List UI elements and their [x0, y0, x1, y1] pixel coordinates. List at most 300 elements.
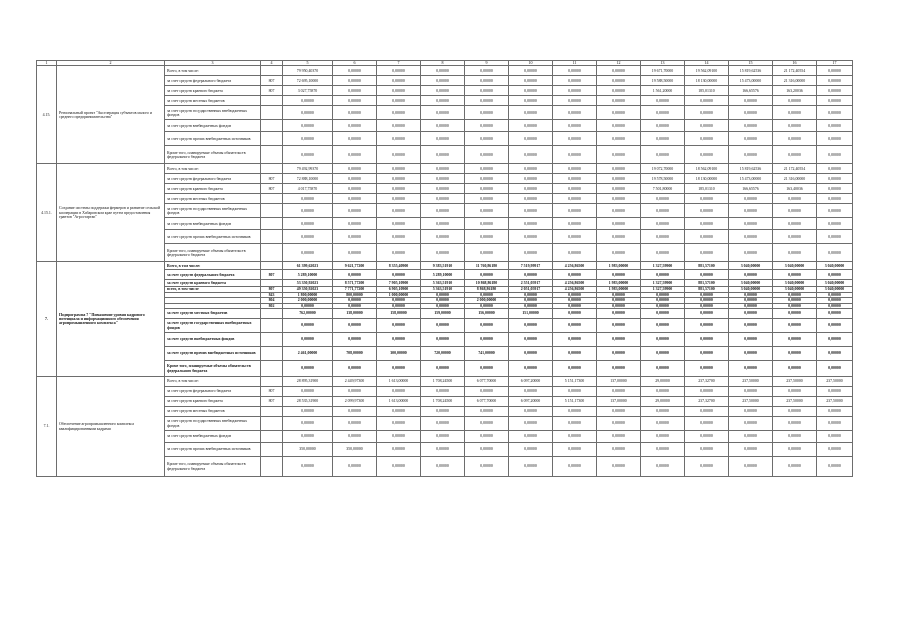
value-cell: 0,00000 [377, 303, 421, 308]
value-cell: 2 000,00000 [283, 298, 333, 303]
value-cell: 0,00000 [641, 204, 685, 218]
row-label: за счет средств краевого бюджета [165, 184, 261, 194]
value-cell: 0,00000 [283, 417, 333, 431]
value-cell: 0,00000 [685, 270, 729, 280]
row-label: Всего, в том числе: [165, 262, 261, 270]
value-cell: 0,00000 [553, 86, 597, 96]
value-cell: 0,00000 [553, 120, 597, 132]
value-cell: 0,00000 [641, 443, 685, 457]
value-cell: 0,00000 [685, 244, 729, 262]
value-cell: 0,00000 [685, 347, 729, 361]
value-cell: 15 819,62536 [729, 66, 773, 76]
value-cell: 0,00000 [685, 443, 729, 457]
value-cell: 0,00000 [729, 387, 773, 397]
value-cell: 0,00000 [553, 309, 597, 319]
value-cell: 0,00000 [729, 146, 773, 164]
value-cell: 0,00000 [377, 164, 421, 174]
value-cell: 708,00000 [333, 347, 377, 361]
value-cell: 0,00000 [729, 309, 773, 319]
value-cell: 0,00000 [597, 457, 641, 477]
value-cell: 0,00000 [553, 164, 597, 174]
value-cell: 0,00000 [729, 319, 773, 333]
value-cell: 10 868,86180 [465, 280, 509, 287]
value-cell: 156,00000 [465, 309, 509, 319]
value-cell: 3 040,00000 [817, 280, 853, 287]
value-cell: 72 695,10000 [283, 76, 333, 86]
value-cell: 0,00000 [553, 292, 597, 297]
value-cell: 0,00000 [685, 120, 729, 132]
row-label: за счет средств внебюджетных фондов [165, 218, 261, 230]
value-cell: 0,00000 [685, 319, 729, 333]
value-cell: 0,00000 [421, 106, 465, 120]
value-cell: 0,00000 [421, 319, 465, 333]
value-cell: 0,00000 [817, 164, 853, 174]
value-cell: 0,00000 [773, 270, 817, 280]
value-cell: 0,00000 [597, 443, 641, 457]
budget-code: 807 [261, 174, 283, 184]
value-cell: 29,00000 [641, 377, 685, 387]
value-cell: 7 905,10900 [377, 280, 421, 287]
value-cell: 0,00000 [283, 319, 333, 333]
value-cell: 8 868,86180 [465, 287, 509, 292]
value-cell: 185,01310 [685, 86, 729, 96]
row-label: за счет средств местных бюджетов [165, 194, 261, 204]
value-cell: 0,00000 [509, 132, 553, 146]
table-row [37, 377, 853, 387]
value-cell: 0,00000 [509, 407, 553, 417]
value-cell: 237,50000 [817, 397, 853, 407]
value-cell: 0,00000 [773, 298, 817, 303]
value-cell: 720,00000 [421, 347, 465, 361]
budget-code [261, 204, 283, 218]
value-cell: 0,00000 [685, 132, 729, 146]
value-cell: 0,00000 [773, 407, 817, 417]
value-cell: 0,00000 [773, 443, 817, 457]
value-cell: 0,00000 [421, 76, 465, 86]
row-label: Кроме того, планируемые объемы обязательств федерального бюджета [165, 457, 261, 477]
value-cell: 0,00000 [817, 387, 853, 397]
value-cell: 0,00000 [641, 120, 685, 132]
value-cell: 19 578,50000 [641, 174, 685, 184]
value-cell: 0,00000 [685, 417, 729, 431]
value-cell: 0,00000 [597, 417, 641, 431]
value-cell: 11 760,86180 [465, 262, 509, 270]
value-cell: 0,00000 [641, 417, 685, 431]
value-cell: 0,00000 [509, 184, 553, 194]
value-cell: 0,00000 [729, 194, 773, 204]
value-cell: 1 327,59900 [641, 262, 685, 270]
value-cell: 0,00000 [333, 194, 377, 204]
value-cell: 0,00000 [685, 309, 729, 319]
value-cell: 0,00000 [685, 146, 729, 164]
value-cell: 8 355,40900 [377, 262, 421, 270]
value-cell: 0,00000 [377, 298, 421, 303]
value-cell: 1 327,59900 [641, 287, 685, 292]
value-cell: 5 363,51910 [421, 280, 465, 287]
value-cell: 0,00000 [465, 174, 509, 184]
value-cell: 0,00000 [377, 96, 421, 106]
value-cell: 0,00000 [465, 218, 509, 230]
value-cell: 0,00000 [333, 146, 377, 164]
value-cell: 6 077,70000 [465, 377, 509, 387]
header-cell: 7 [377, 61, 421, 66]
section-name: Региональный проект "Акселерация субъектов малого и среднего предпринимательства" [57, 66, 165, 164]
budget-code [261, 96, 283, 106]
budget-code [261, 106, 283, 120]
value-cell: 2 051,05917 [509, 287, 553, 292]
value-cell: 0,00000 [773, 204, 817, 218]
value-cell: 0,00000 [597, 146, 641, 164]
budget-code [261, 377, 283, 387]
header-cell: 9 [465, 61, 509, 66]
value-cell: 21 316,00000 [773, 76, 817, 86]
row-label: за счет средств местных бюджетов [165, 96, 261, 106]
value-cell: 15 819,62536 [729, 164, 773, 174]
row-label: за счет средств краевого бюджета [165, 86, 261, 96]
value-cell: 1 561,20000 [641, 86, 685, 96]
row-label: за счет средств государственных внебюджетных фондов [165, 417, 261, 431]
value-cell: 0,00000 [333, 106, 377, 120]
value-cell: 0,00000 [283, 361, 333, 377]
value-cell: 0,00000 [817, 407, 853, 417]
row-label: за счет средств федерального бюджета [165, 387, 261, 397]
budget-code: 807 [261, 270, 283, 280]
budget-code [261, 443, 283, 457]
value-cell: 0,00000 [377, 132, 421, 146]
value-cell: 0,00000 [817, 298, 853, 303]
row-label: за счет средств федерального бюджета [165, 174, 261, 184]
value-cell: 2 000,00000 [465, 298, 509, 303]
value-cell: 0,00000 [421, 96, 465, 106]
value-cell: 1 708,24500 [421, 377, 465, 387]
value-cell: 0,00000 [283, 431, 333, 443]
value-cell: 163,20036 [773, 86, 817, 96]
value-cell: 0,00000 [553, 298, 597, 303]
value-cell: 0,00000 [685, 457, 729, 477]
value-cell: 0,00000 [597, 292, 641, 297]
budget-code [261, 244, 283, 262]
value-cell: 6 905,10900 [377, 287, 421, 292]
value-cell: 0,00000 [333, 457, 377, 477]
value-cell: 138,00000 [333, 309, 377, 319]
value-cell: 0,00000 [421, 204, 465, 218]
value-cell: 0,00000 [377, 333, 421, 347]
value-cell: 0,00000 [377, 319, 421, 333]
value-cell: 0,00000 [773, 230, 817, 244]
value-cell: 0,00000 [817, 146, 853, 164]
budget-code [261, 431, 283, 443]
value-cell: 0,00000 [553, 96, 597, 106]
value-cell: 0,00000 [817, 96, 853, 106]
header-cell: 3 [165, 61, 261, 66]
value-cell: 237,32700 [685, 397, 729, 407]
budget-code [261, 280, 283, 287]
value-cell: 0,00000 [465, 431, 509, 443]
value-cell: 0,00000 [729, 361, 773, 377]
value-cell: 21 172,40554 [773, 66, 817, 76]
value-cell: 0,00000 [465, 86, 509, 96]
value-cell: 1 613,00000 [377, 397, 421, 407]
value-cell: 0,00000 [817, 86, 853, 96]
value-cell: 0,00000 [729, 298, 773, 303]
row-label: Всего, в том числе: [165, 377, 261, 387]
value-cell: 166,65576 [729, 86, 773, 96]
value-cell: 0,00000 [377, 204, 421, 218]
budget-code: 807 [261, 397, 283, 407]
value-cell: 0,00000 [685, 230, 729, 244]
value-cell: 0,00000 [509, 417, 553, 431]
value-cell: 0,00000 [553, 319, 597, 333]
value-cell: 151,00000 [509, 309, 553, 319]
value-cell: 0,00000 [509, 146, 553, 164]
header-cell: 1 [37, 61, 57, 66]
value-cell: 0,00000 [465, 96, 509, 106]
value-cell: 0,00000 [465, 303, 509, 308]
value-cell: 0,00000 [641, 244, 685, 262]
budget-code [261, 319, 283, 333]
value-cell: 0,00000 [817, 347, 853, 361]
value-cell: 1 983,00000 [597, 287, 641, 292]
value-cell: 0,00000 [421, 66, 465, 76]
row-label: за счет средств федерального бюджета [165, 76, 261, 86]
row-label: Всего, в том числе: [165, 66, 261, 76]
value-cell: 0,00000 [773, 96, 817, 106]
header-cell: 13 [641, 61, 685, 66]
section-name: Создание системы поддержки фермеров и развитие сельской кооперации в Хабаровском крае путем предоставления грантов "Агростартап" [57, 164, 165, 262]
section-name: Подпрограмма 7 "Повышение уровня кадрового потенциала и информационного обеспечения агропромышленного комплекса" [57, 262, 165, 377]
value-cell: 0,00000 [421, 303, 465, 308]
value-cell: 9 383,51910 [421, 262, 465, 270]
value-cell: 0,00000 [597, 174, 641, 184]
value-cell: 0,00000 [509, 347, 553, 361]
value-cell: 0,00000 [553, 66, 597, 76]
budget-code [261, 146, 283, 164]
budget-code [261, 194, 283, 204]
value-cell: 19 072,70000 [641, 164, 685, 174]
header-cell: 11 [553, 61, 597, 66]
value-cell: 3 027,75870 [283, 86, 333, 96]
value-cell: 0,00000 [465, 164, 509, 174]
value-cell: 18 130,00000 [685, 174, 729, 184]
value-cell: 6 077,70000 [465, 397, 509, 407]
value-cell: 0,00000 [597, 164, 641, 174]
value-cell: 0,00000 [333, 120, 377, 132]
value-cell: 0,00000 [509, 96, 553, 106]
value-cell: 0,00000 [597, 204, 641, 218]
value-cell: 0,00000 [773, 319, 817, 333]
value-cell: 0,00000 [509, 194, 553, 204]
value-cell: 0,00000 [641, 407, 685, 417]
value-cell: 0,00000 [773, 244, 817, 262]
value-cell: 0,00000 [509, 292, 553, 297]
value-cell: 0,00000 [377, 431, 421, 443]
value-cell: 0,00000 [377, 361, 421, 377]
value-cell: 0,00000 [597, 184, 641, 194]
value-cell: 79 950,40370 [283, 66, 333, 76]
value-cell: 28 895,31900 [283, 377, 333, 387]
value-cell: 0,00000 [509, 303, 553, 308]
row-label: всего, в том числе [165, 287, 261, 292]
table-row [37, 66, 853, 76]
value-cell: 0,00000 [377, 407, 421, 417]
value-cell: 9 621,77200 [333, 262, 377, 270]
value-cell: 0,00000 [685, 106, 729, 120]
value-cell: 0,00000 [421, 194, 465, 204]
value-cell: 0,00000 [283, 106, 333, 120]
value-cell: 0,00000 [597, 309, 641, 319]
row-label: за счет средств прочих внебюджетных источников [165, 230, 261, 244]
value-cell: 0,00000 [333, 417, 377, 431]
value-cell: 0,00000 [641, 309, 685, 319]
value-cell: 0,00000 [553, 407, 597, 417]
value-cell: 0,00000 [641, 194, 685, 204]
value-cell: 0,00000 [465, 333, 509, 347]
value-cell: 0,00000 [553, 457, 597, 477]
value-cell: 0,00000 [509, 298, 553, 303]
value-cell: 0,00000 [597, 96, 641, 106]
value-cell: 0,00000 [641, 270, 685, 280]
value-cell: 0,00000 [641, 387, 685, 397]
value-cell: 0,00000 [333, 407, 377, 417]
value-cell: 0,00000 [333, 333, 377, 347]
value-cell: 881,57100 [685, 280, 729, 287]
value-cell: 0,00000 [333, 218, 377, 230]
row-label: за счет средств внебюджетных фондов [165, 333, 261, 347]
value-cell: 0,00000 [553, 132, 597, 146]
value-cell: 5 151,17300 [553, 397, 597, 407]
value-cell: 4 256,86500 [553, 280, 597, 287]
row-label: за счет средств внебюджетных фондов [165, 120, 261, 132]
value-cell: 0,00000 [465, 417, 509, 431]
value-cell: 0,00000 [817, 204, 853, 218]
value-cell: 2 099,97300 [333, 397, 377, 407]
value-cell: 0,00000 [509, 270, 553, 280]
value-cell: 3 040,00000 [773, 280, 817, 287]
value-cell: 0,00000 [817, 120, 853, 132]
value-cell: 0,00000 [553, 146, 597, 164]
value-cell: 0,00000 [421, 407, 465, 417]
value-cell: 0,00000 [553, 431, 597, 443]
value-cell: 21 316,00000 [773, 174, 817, 184]
value-cell: 0,00000 [333, 230, 377, 244]
value-cell: 0,00000 [773, 106, 817, 120]
budget-code: 802 [261, 303, 283, 308]
value-cell: 5 151,17300 [553, 377, 597, 387]
value-cell: 21 172,40554 [773, 164, 817, 174]
value-cell: 0,00000 [729, 218, 773, 230]
value-cell: 0,00000 [817, 309, 853, 319]
value-cell: 0,00000 [509, 443, 553, 457]
value-cell: 0,00000 [597, 387, 641, 397]
value-cell: 0,00000 [553, 347, 597, 361]
budget-code [261, 417, 283, 431]
value-cell: 0,00000 [817, 132, 853, 146]
budget-code [261, 66, 283, 76]
value-cell: 0,00000 [729, 270, 773, 280]
value-cell: 0,00000 [421, 298, 465, 303]
row-label: за счет средств краевого бюджета [165, 280, 261, 287]
budget-code [261, 164, 283, 174]
value-cell: 61 399,62023 [283, 262, 333, 270]
value-cell: 0,00000 [283, 333, 333, 347]
value-cell: 0,00000 [817, 76, 853, 86]
value-cell: 350,00000 [283, 443, 333, 457]
value-cell: 3 040,00000 [817, 287, 853, 292]
value-cell: 0,00000 [333, 244, 377, 262]
value-cell: 0,00000 [641, 347, 685, 361]
value-cell: 0,00000 [333, 431, 377, 443]
value-cell: 1 983,00000 [597, 262, 641, 270]
value-cell: 0,00000 [377, 194, 421, 204]
header-cell: 16 [773, 61, 817, 66]
value-cell: 0,00000 [509, 244, 553, 262]
value-cell: 0,00000 [773, 218, 817, 230]
value-cell: 881,57100 [685, 287, 729, 292]
header-cell: 12 [597, 61, 641, 66]
value-cell: 0,00000 [465, 457, 509, 477]
value-cell: 0,00000 [377, 387, 421, 397]
value-cell: 0,00000 [773, 132, 817, 146]
value-cell: 0,00000 [421, 86, 465, 96]
value-cell: 7 501,80000 [641, 184, 685, 194]
row-label: за счет средств государственных внебюджетных фондов [165, 319, 261, 333]
value-cell: 0,00000 [685, 303, 729, 308]
value-cell: 0,00000 [729, 230, 773, 244]
value-cell: 0,00000 [817, 443, 853, 457]
value-cell: 0,00000 [817, 106, 853, 120]
value-cell: 19 562,09100 [685, 66, 729, 76]
value-cell: 0,00000 [333, 387, 377, 397]
value-cell: 0,00000 [773, 292, 817, 297]
value-cell: 762,00000 [283, 309, 333, 319]
value-cell: 0,00000 [421, 443, 465, 457]
row-label: за счет средств местных бюджетов [165, 309, 261, 319]
value-cell: 0,00000 [333, 132, 377, 146]
value-cell: 1 000,00000 [377, 292, 421, 297]
budget-code [261, 120, 283, 132]
value-cell: 0,00000 [641, 218, 685, 230]
value-cell: 237,32700 [685, 377, 729, 387]
value-cell: 237,50000 [773, 397, 817, 407]
budget-table [36, 60, 853, 477]
value-cell: 0,00000 [509, 319, 553, 333]
budget-code: 807 [261, 287, 283, 292]
value-cell: 7 519,99917 [509, 262, 553, 270]
value-cell: 0,00000 [509, 457, 553, 477]
value-cell: 0,00000 [817, 244, 853, 262]
value-cell: 0,00000 [283, 387, 333, 397]
header-cell: 15 [729, 61, 773, 66]
value-cell: 19 588,50000 [641, 76, 685, 86]
value-cell: 0,00000 [465, 194, 509, 204]
value-cell: 0,00000 [421, 218, 465, 230]
value-cell: 0,00000 [641, 361, 685, 377]
value-cell: 0,00000 [333, 270, 377, 280]
value-cell: 0,00000 [421, 164, 465, 174]
value-cell: 0,00000 [817, 230, 853, 244]
value-cell: 5 289,10000 [421, 270, 465, 280]
value-cell: 0,00000 [465, 387, 509, 397]
value-cell: 0,00000 [553, 303, 597, 308]
value-cell: 0,00000 [333, 204, 377, 218]
value-cell: 19 671,70000 [641, 66, 685, 76]
value-cell: 0,00000 [597, 333, 641, 347]
value-cell: 0,00000 [377, 417, 421, 431]
value-cell: 5 289,10000 [283, 270, 333, 280]
value-cell: 0,00000 [729, 204, 773, 218]
value-cell: 0,00000 [333, 164, 377, 174]
value-cell: 3 040,00000 [817, 262, 853, 270]
